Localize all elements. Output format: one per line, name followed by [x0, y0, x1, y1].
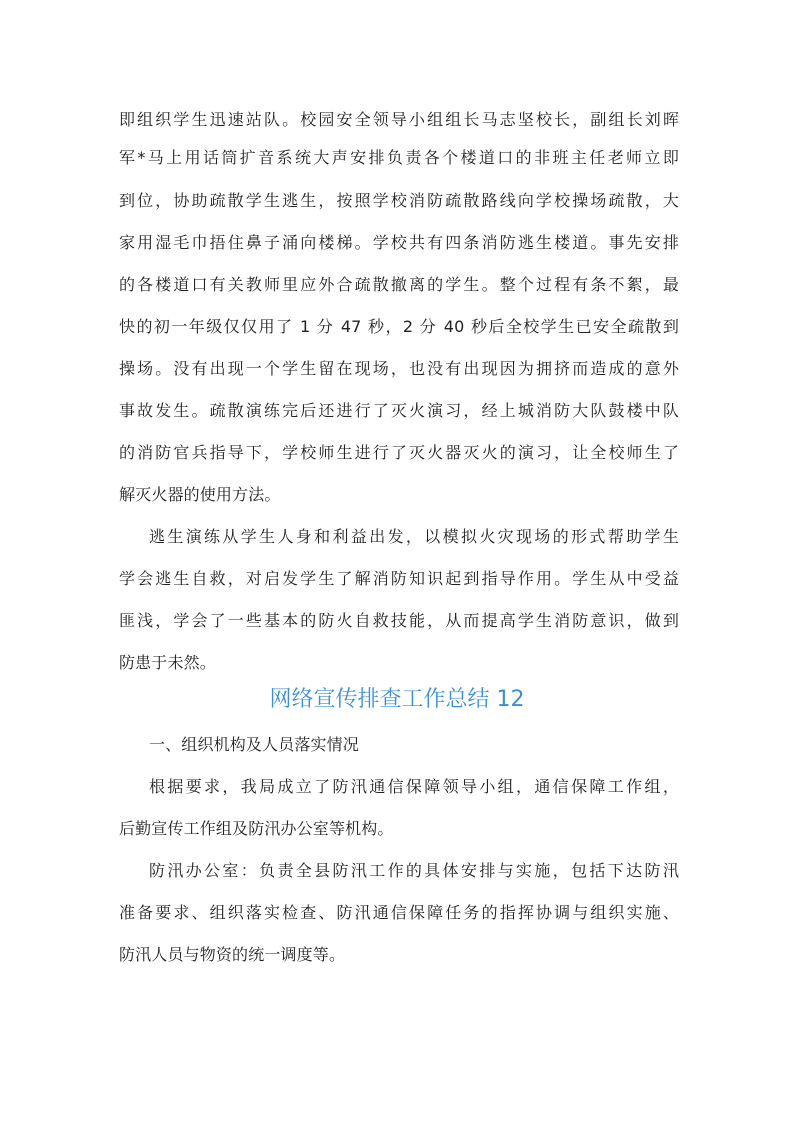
para2-line: 匪浅，学会了一些基本的防火自救技能，从而提高学生消防意识，做到	[119, 611, 679, 630]
para1-line: 到位，协助疏散学生逃生，按照学校消防疏散路线向学校操场疏散，大	[119, 191, 679, 210]
para4-line: 根据要求，我局成立了防汛通信保障领导小组，通信保障工作组，	[149, 777, 679, 796]
para1-line: 事故发生。疏散演练完后还进行了灭火演习，经上城消防大队鼓楼中队	[119, 401, 679, 420]
para2-line: 学会逃生自救，对启发学生了解消防知识起到指导作用。学生从中受益	[119, 569, 679, 588]
para1-line: 操场。没有出现一个学生留在现场，也没有出现因为拥挤而造成的意外	[119, 359, 679, 378]
para1-line: 解灭火器的使用方法。	[119, 485, 281, 504]
para1-line: 家用湿毛巾捂住鼻子涌向楼梯。学校共有四条消防逃生楼道。事先安排	[119, 233, 679, 252]
para4-line: 后勤宣传工作组及防汛办公室等机构。	[119, 819, 394, 838]
para5-line: 防汛办公室：负责全县防汛工作的具体安排与实施，包括下达防汛	[149, 861, 679, 880]
para1-line: 的消防官兵指导下，学校师生进行了灭火器灭火的演习，让全校师生了	[119, 443, 679, 462]
para2-line: 防患于未然。	[119, 653, 216, 672]
para1-line: 军*马上用话筒扩音系统大声安排负责各个楼道口的非班主任老师立即	[119, 148, 679, 167]
para5-line: 防汛人员与物资的统一调度等。	[119, 945, 346, 964]
section-item-title: 一、组织机构及人员落实情况	[149, 735, 359, 754]
para5-line: 准备要求、组织落实检查、防汛通信保障任务的指挥协调与组织实施、	[119, 903, 679, 922]
para1-line: 即组织学生迅速站队。校园安全领导小组组长马志坚校长，副组长刘晖	[119, 110, 679, 129]
para1-line: 的各楼道口有关教师里应外合疏散撤离的学生。整个过程有条不絮，最	[119, 275, 679, 294]
para2-line: 逃生演练从学生人身和利益出发，以模拟火灾现场的形式帮助学生	[149, 527, 679, 546]
para1-line: 快的初一年级仅仅用了 1 分 47 秒，2 分 40 秒后全校学生已安全疏散到	[119, 317, 679, 336]
section-heading: 网络宣传排查工作总结 12	[269, 687, 525, 712]
